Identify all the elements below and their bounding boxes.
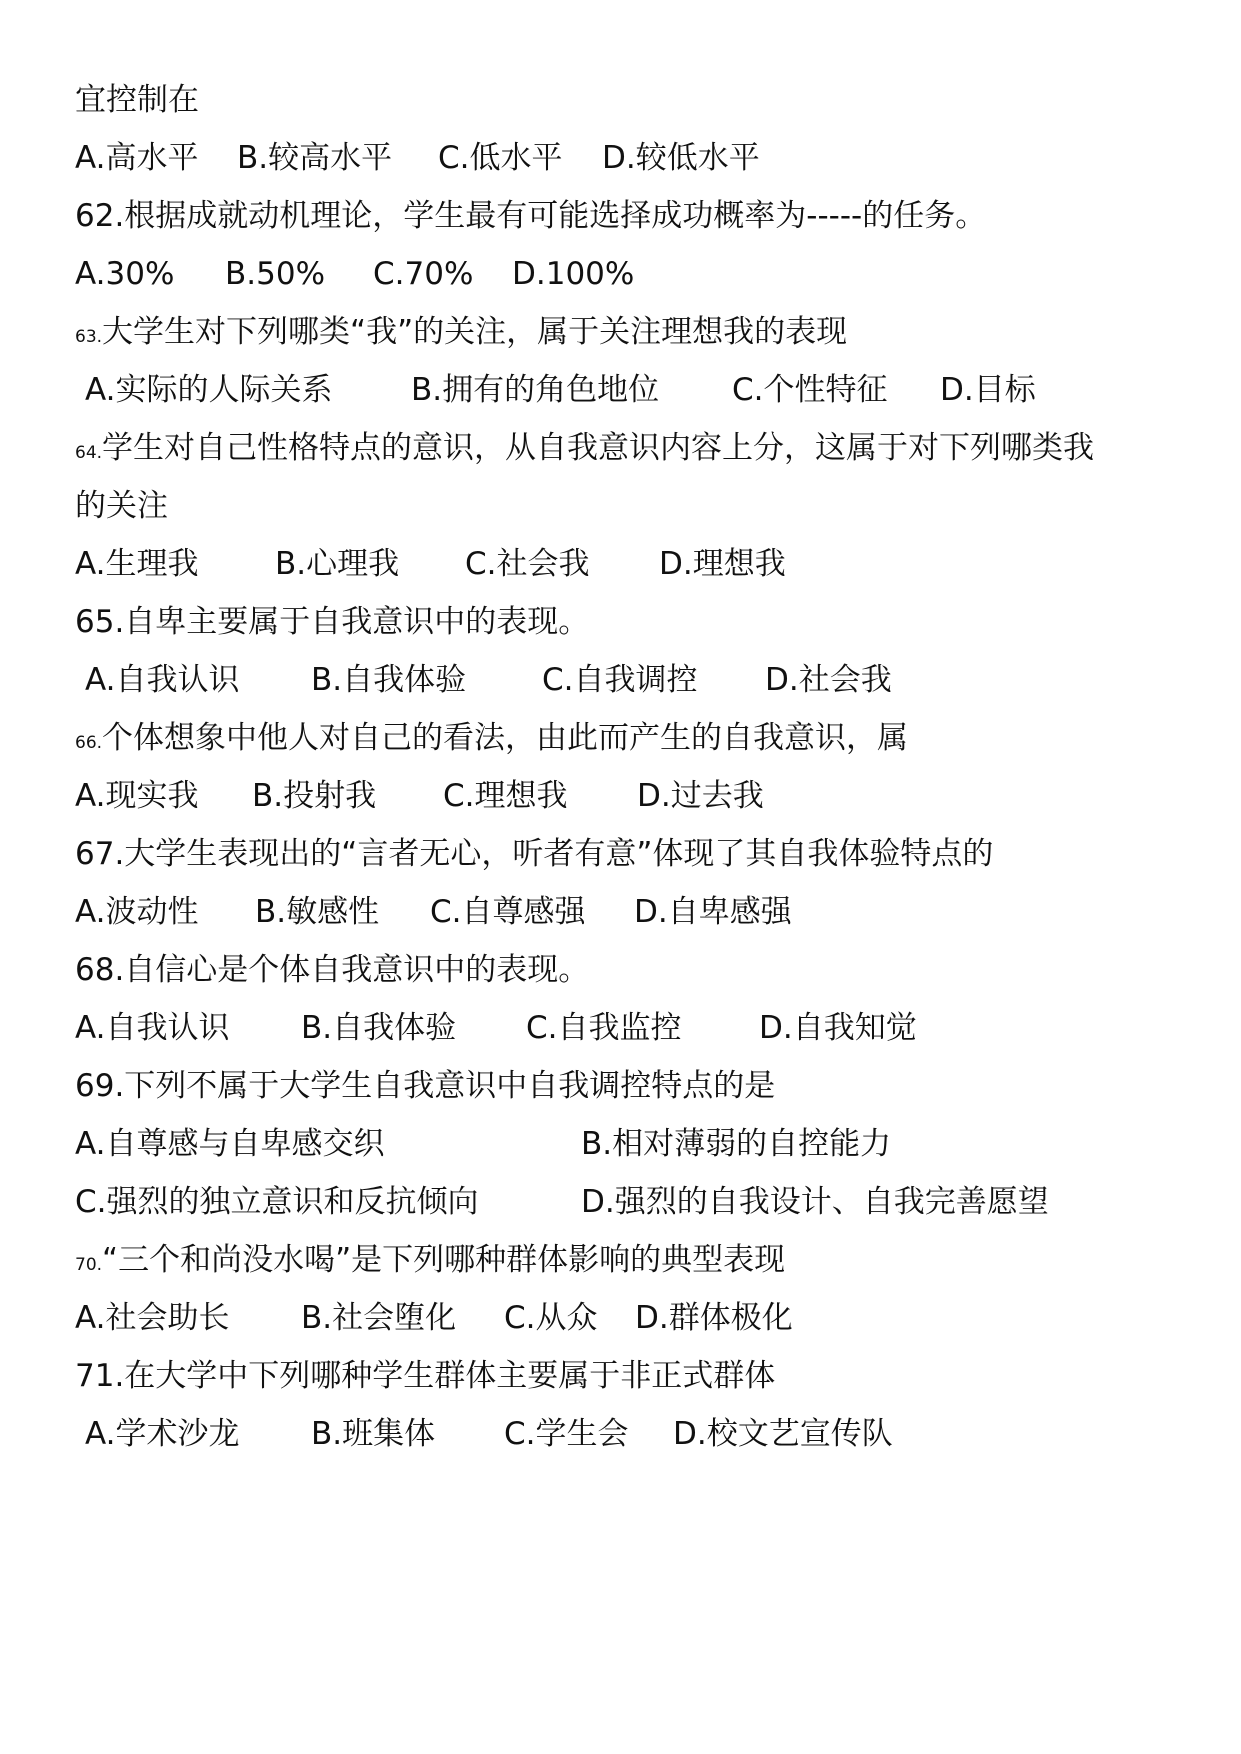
option-a: A.生理我 bbox=[75, 546, 199, 582]
question-63: 63.大学生对下列哪类“我”的关注，属于关注理想我的表现 bbox=[75, 314, 848, 350]
question-67: 67.大学生表现出的“言者无心，听者有意”体现了其自我体验特点的 bbox=[75, 836, 994, 872]
question-69: 69.下列不属于大学生自我意识中自我调控特点的是 bbox=[75, 1068, 776, 1104]
option-d: D.理想我 bbox=[659, 546, 786, 582]
option-c: C.自尊感强 bbox=[430, 894, 586, 930]
option-b: B.班集体 bbox=[311, 1416, 436, 1452]
option-a: A.自我认识 bbox=[85, 662, 240, 698]
option-d: D.过去我 bbox=[637, 778, 764, 814]
option-c: C.自我调控 bbox=[542, 662, 698, 698]
option-d: D.社会我 bbox=[765, 662, 892, 698]
option-c: C.理想我 bbox=[443, 778, 568, 814]
question-71: 71.在大学中下列哪种学生群体主要属于非正式群体 bbox=[75, 1358, 776, 1394]
option-b: B.较高水平 bbox=[237, 140, 393, 176]
option-a: A.30% bbox=[75, 256, 175, 292]
option-c: C.学生会 bbox=[504, 1416, 629, 1452]
option-d: D.强烈的自我设计、自我完善愿望 bbox=[581, 1184, 1049, 1220]
option-a: A.社会助长 bbox=[75, 1300, 230, 1336]
option-c: C.从众 bbox=[504, 1300, 598, 1336]
option-b: B.社会堕化 bbox=[301, 1300, 457, 1336]
option-d: D.自卑感强 bbox=[634, 894, 792, 930]
option-c: C.70% bbox=[373, 256, 474, 292]
option-c: C.强烈的独立意识和反抗倾向 bbox=[75, 1184, 479, 1220]
option-b: B.相对薄弱的自控能力 bbox=[581, 1126, 892, 1162]
option-a: A.高水平 bbox=[75, 140, 199, 176]
question-64: 64.学生对自己性格特点的意识，从自我意识内容上分，这属于对下列哪类我 bbox=[75, 430, 1095, 466]
option-b: B.心理我 bbox=[275, 546, 400, 582]
question-65: 65.自卑主要属于自我意识中的表现。 bbox=[75, 604, 590, 640]
option-d: D.较低水平 bbox=[602, 140, 760, 176]
option-a: A.自尊感与自卑感交织 bbox=[75, 1126, 385, 1162]
option-b: B.50% bbox=[225, 256, 326, 292]
option-b: B.拥有的角色地位 bbox=[411, 372, 660, 408]
option-b: B.投射我 bbox=[252, 778, 377, 814]
option-a: A.现实我 bbox=[75, 778, 199, 814]
option-a: A.自我认识 bbox=[75, 1010, 230, 1046]
question-62: 62.根据成就动机理论，学生最有可能选择成功概率为-----的任务。 bbox=[75, 198, 987, 234]
question-68: 68.自信心是个体自我意识中的表现。 bbox=[75, 952, 590, 988]
option-c: C.个性特征 bbox=[732, 372, 888, 408]
question-number: 70. bbox=[75, 1255, 103, 1275]
option-d: D.群体极化 bbox=[635, 1300, 793, 1336]
question-number: 66. bbox=[75, 733, 103, 753]
question-number: 63. bbox=[75, 327, 103, 347]
question-fragment: 宜控制在 bbox=[75, 82, 199, 118]
option-b: B.敏感性 bbox=[255, 894, 380, 930]
option-d: D.100% bbox=[512, 256, 635, 292]
option-a: A.学术沙龙 bbox=[85, 1416, 240, 1452]
option-d: D.校文艺宣传队 bbox=[673, 1416, 893, 1452]
question-number: 64. bbox=[75, 443, 103, 463]
option-c: C.社会我 bbox=[465, 546, 590, 582]
option-d: D.目标 bbox=[940, 372, 1036, 408]
option-a: A.波动性 bbox=[75, 894, 199, 930]
option-b: B.自我体验 bbox=[311, 662, 467, 698]
question-64-continued: 的关注 bbox=[75, 488, 168, 524]
option-c: C.低水平 bbox=[438, 140, 563, 176]
option-b: B.自我体验 bbox=[301, 1010, 457, 1046]
option-c: C.自我监控 bbox=[526, 1010, 682, 1046]
question-70: 70.“三个和尚没水喝”是下列哪种群体影响的典型表现 bbox=[75, 1242, 786, 1278]
option-a: A.实际的人际关系 bbox=[85, 372, 333, 408]
question-66: 66.个体想象中他人对自己的看法，由此而产生的自我意识，属 bbox=[75, 720, 909, 756]
option-d: D.自我知觉 bbox=[759, 1010, 917, 1046]
